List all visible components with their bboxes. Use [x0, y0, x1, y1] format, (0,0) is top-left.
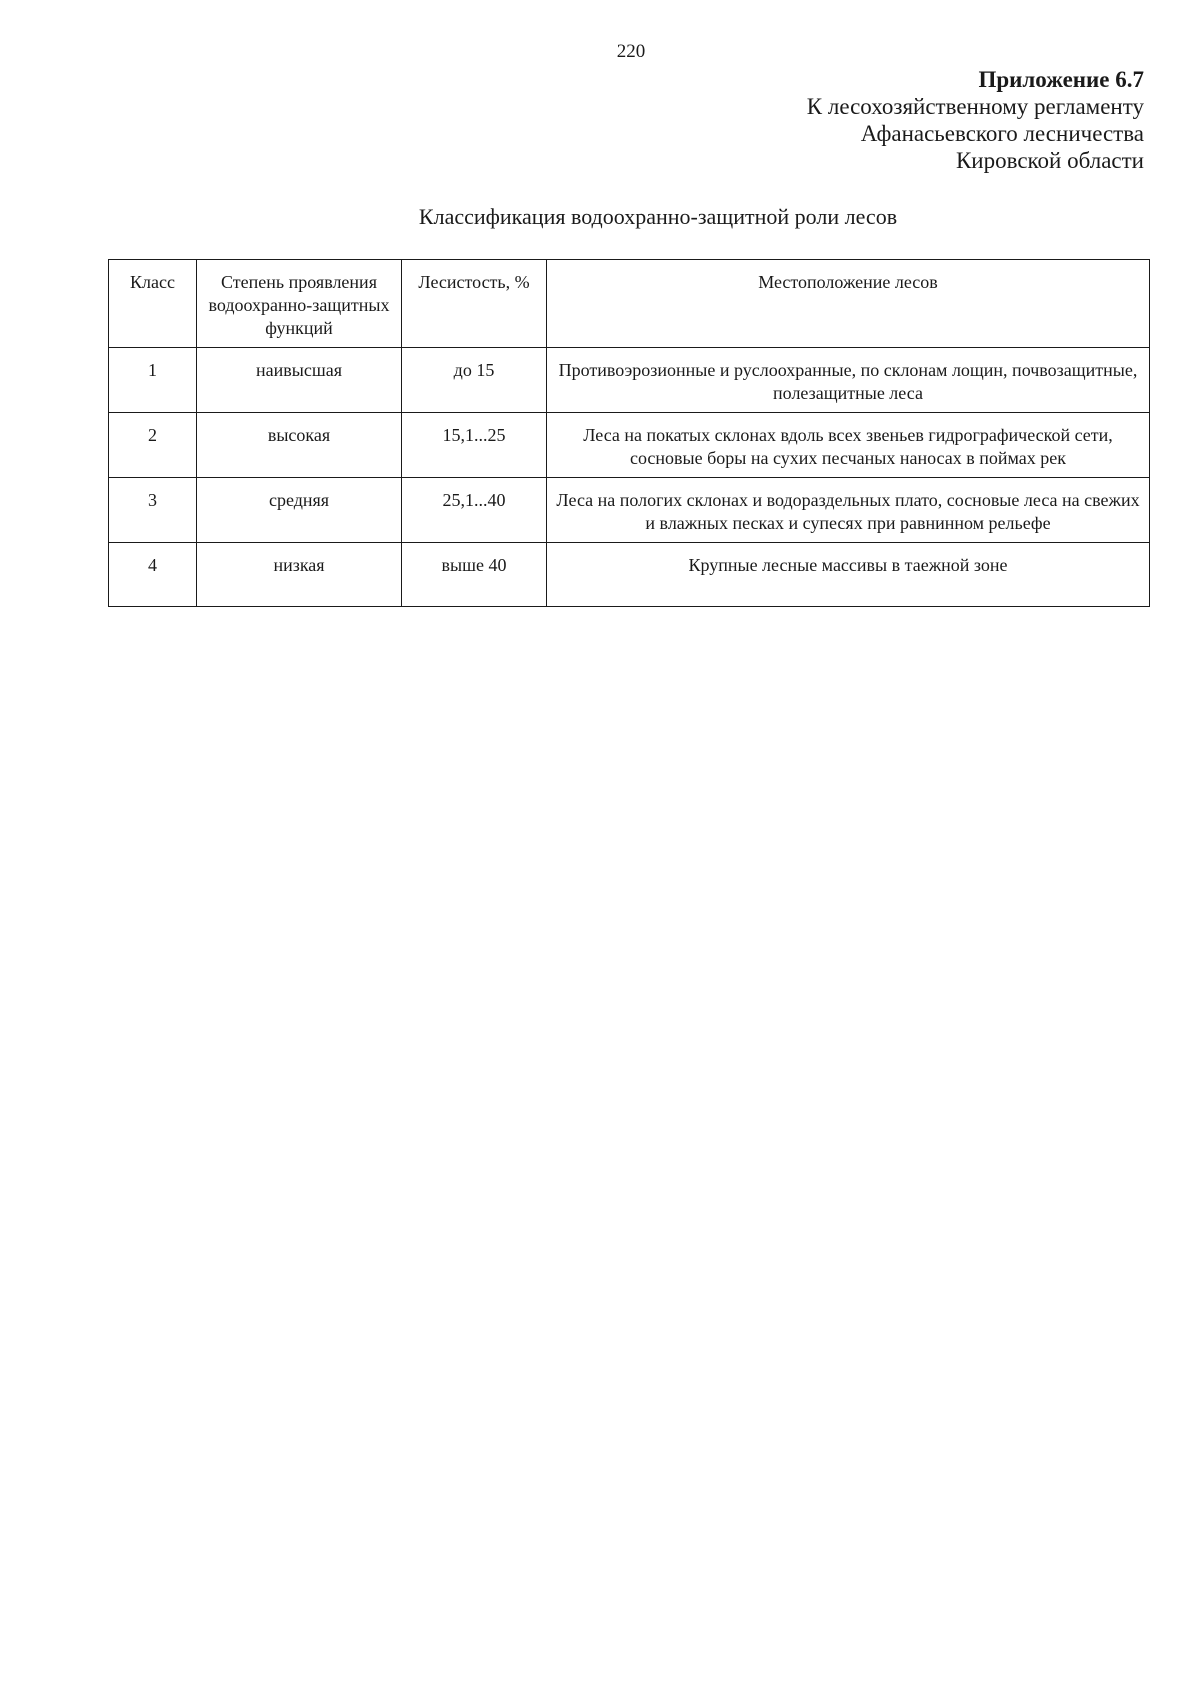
cell-location: Противоэрозионные и руслоохранные, по склонам лощин, почвозащитные, полезащитные леса — [547, 348, 1150, 413]
table-row — [109, 413, 1150, 478]
header-class: Класс — [109, 260, 197, 348]
table-row — [109, 478, 1150, 543]
appendix-title: Приложение 6.7 — [978, 67, 1144, 92]
cell-degree: наивысшая — [197, 348, 402, 413]
cell-class: 4 — [109, 543, 197, 607]
cell-class: 2 — [109, 413, 197, 478]
appendix-line-2: Афанасьевского лесничества — [860, 121, 1144, 146]
cell-class: 3 — [109, 478, 197, 543]
cell-class: 1 — [109, 348, 197, 413]
page-number: 220 — [616, 41, 646, 62]
header-forest-cover: Лесистость, % — [402, 260, 547, 348]
table-row — [109, 543, 1150, 607]
cell-forest-cover: выше 40 — [402, 543, 547, 607]
appendix-header — [807, 66, 1144, 174]
cell-location: Леса на пологих склонах и водораздельных плато, сосновые леса на свежих и влажных песках и супесях при равнинном рельефе — [547, 478, 1150, 543]
header-degree: Степень проявления водоохранно-защитных функций — [197, 260, 402, 348]
table-row — [109, 348, 1150, 413]
cell-degree: низкая — [197, 543, 402, 607]
cell-location: Крупные лесные массивы в таежной зоне — [547, 543, 1150, 607]
cell-degree: средняя — [197, 478, 402, 543]
cell-forest-cover: 25,1...40 — [402, 478, 547, 543]
appendix-line-3: Кировской области — [955, 148, 1144, 173]
classification-table — [108, 259, 1150, 607]
cell-degree: высокая — [197, 413, 402, 478]
table-header-row — [109, 260, 1150, 348]
document-title: Классификация водоохранно-защитной роли лесов — [418, 204, 898, 229]
appendix-line-1: К лесохозяйственному регламенту — [806, 94, 1144, 119]
cell-forest-cover: 15,1...25 — [402, 413, 547, 478]
header-location: Местоположение лесов — [547, 260, 1150, 348]
cell-location: Леса на покатых склонах вдоль всех звеньев гидрографической сети, сосновые боры на сухих песчаных наносах в поймах рек — [547, 413, 1150, 478]
cell-forest-cover: до 15 — [402, 348, 547, 413]
